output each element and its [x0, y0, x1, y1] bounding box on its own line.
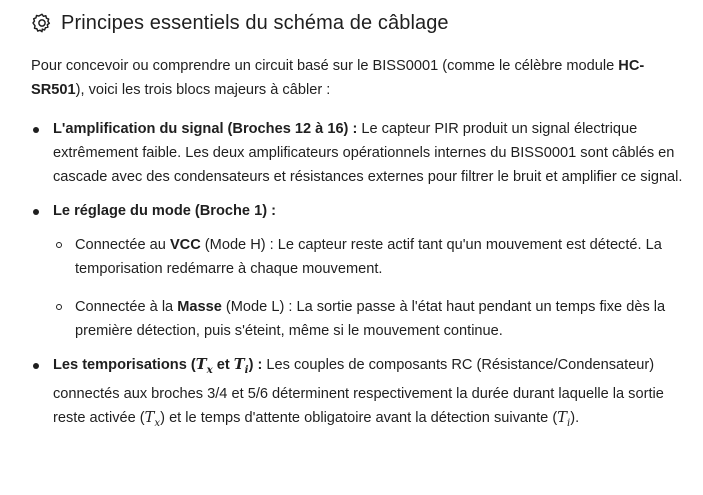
gear-icon [31, 12, 53, 34]
sublist-item-masse: Connectée à la Masse (Mode L) : La sortie passe à l'état haut pendant un temps fixe dès la première détection, puis s'éteint, même si le mouvement continue. [53, 295, 685, 343]
list-item-amplification: L'amplification du signal (Broches 12 à 16) : Le capteur PIR produit un signal électrique extrêmement faible. Les deux amplificateurs opérationnels internes du BISS0001 sont câblés en cascade avec des condensateurs et résistances externes pour filtrer le bruit et amplifier ce signal. [31, 117, 685, 189]
main-list [31, 117, 685, 436]
ti-symbol-inline: $T_i$ [557, 408, 571, 429]
sublist-item-vcc: Connectée au VCC (Mode H) : Le capteur reste actif tant qu'un mouvement est détecté. La temporisation redémarre à chaque mouvement. [53, 233, 685, 281]
list-item-temporisations: Les temporisations ($T_x$ et $T_i$) : Les couples de composants RC (Résistance/Condensateur) connectés aux broches 3/4 et 5/6 déterminent respectivement la durée durant laquelle la sortie reste activée $(T_x)$ et le temps d'attente obligatoire avant la détection suivante $(T_i)$. [31, 353, 685, 436]
ti-symbol: $T_i$ [233, 356, 249, 376]
module-name: HC-SR501 [31, 58, 645, 98]
intro-paragraph: Pour concevoir ou comprendre un circuit basé sur le BISS0001 (comme le célèbre module HC-SR501), voici les trois blocs majeurs à câbler : [31, 58, 645, 98]
section-heading [31, 10, 685, 36]
tx-symbol-inline: $T_x$ [144, 408, 161, 429]
page-title: Principes essentiels du schéma de câblage [61, 11, 449, 34]
mode-sublist [53, 233, 685, 343]
list-item-mode: Le réglage du mode (Broche 1) : Connectée au VCC (Mode H) : Le capteur reste actif tant qu'un mouvement est détecté. La temporisation redémarre à chaque mouvement. Connectée à la Masse (Mode L) : La sortie passe à l'état haut pendant un temps fixe dès la première détection, puis s'éteint, même si le mouvement continue. [31, 199, 685, 343]
tx-symbol: $T_x$ [195, 356, 213, 376]
